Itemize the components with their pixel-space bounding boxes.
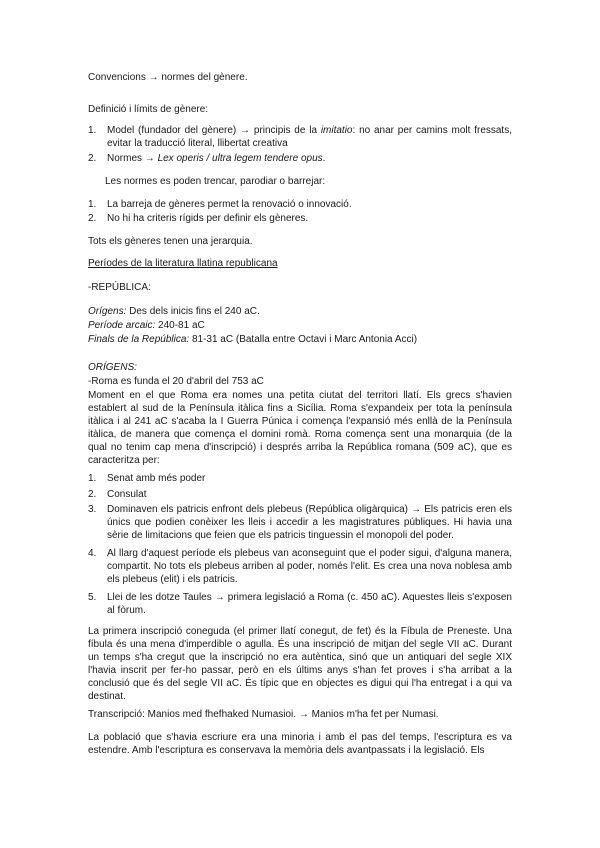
period-late-republic: Finals de la República: 81-31 aC (Batalla entre Octavi i Marc Antonia Acci) [88,334,418,345]
list-number: 1. [88,125,97,136]
list-item: 2. No hi ha criteris rígids per definir els gèneres. [88,213,309,224]
rome-founding-line: -Roma es funda el 20 d'abril del 753 aC [88,376,264,387]
paragraph-conventions: Convencions → normes del gènere. [88,72,248,83]
list-number: 1. [88,473,97,484]
list-number: 2. [88,153,97,164]
list-number: 2. [88,213,97,224]
list-item: 3. Dominaven els patricis enfront dels plebeus (República oligàrquica) → Els patricis eren els únics que podien conèixer les lleis i accedir a les magistratures públiques. Hi havia una sèrie de limitacions que feien que els patricis tinguessin el monopoli del poder. [88,504,512,541]
origins-subheading: ORÍGENS: [88,362,137,373]
list-item: 1. Model (fundador del gènere) → principis de la imitatio: no anar per camins molt fressats, evitar la traducció literal, llibertat creativa [88,125,512,149]
period-archaic: Període arcaic: 240-81 aC [88,320,205,331]
paragraph-definition: Definició i límits de gènere: [88,104,209,115]
paragraph-transcription: Transcripció: Manios med fhefhaked Numasioi. → Manios m'ha fet per Numasi. [88,709,439,720]
paragraph-norms: Les normes es poden trencar, parodiar o barrejar: [105,176,326,187]
list-number: 2. [88,489,97,500]
list-item: 2. Consulat [88,489,147,500]
list-item: 2. Normes → Lex operis / ultra legem tendere opus. [88,153,326,164]
list-item: 4. Al llarg d'aquest període els plebeus van aconseguint que el poder sigui, d'alguna manera, compartit. No tots els plebeus arriben al poder, només l'elit. Es crea una nova noblesa amb els plebeus (elit) i els patricis. [88,548,512,585]
paragraph-rome: Moment en el que Roma era nomes una petita ciutat del territori llatí. Els grecs s'havien establert al sud de la Península itàlica fins a Sicília. Roma s'expandeix per tota la península itàlica i al 241 aC s'acaba la I Guerra Púnica i comença l'expansió més enllà de la Península itàlica, de manera que comença el domini romà. Roma comença sent una monarquia (de la qual no tenim cap mena d'inscripció) i després arriba la República romana (509 aC), que es caracteritza per: [88,390,512,466]
list-number: 5. [88,592,97,603]
paragraph-hierarchy: Tots els gèneres tenen una jerarquia. [88,236,253,247]
list-number: 3. [88,504,97,515]
list-item: 5. Llei de les dotze Taules → primera legislació a Roma (c. 450 aC). Aquestes lleis s'exposen al fòrum. [88,592,512,616]
paragraph-fibula: La primera inscripció coneguda (el primer llatí conegut, de fet) és la Fíbula de Preneste. Una fíbula és una mena d'imperdible o agulla. És una inscripció de mitjan del segle VII aC. Durant un temps s'ha cregut que la inscripció no era autèntica, sinó que un antiquari del segle XIX l'havia inscrit per fer-ho passar, però en els últims anys s'han fet proves i s'ha arribat a la conclusió que és del segle VII aC. És típic que en objectes es digui qui l'ha entregat i a qui va destinat. [88,626,512,702]
list-item: 1. Senat amb més poder [88,473,206,484]
list-number: 1. [88,199,97,210]
section-heading: Períodes de la literatura llatina republicana [88,258,278,269]
period-origins: Orígens: Des dels inicis fins el 240 aC. [88,306,260,317]
list-item: 1. La barreja de gèneres permet la renovació o innovació. [88,199,352,210]
paragraph-writing: La població que s'havia escriure era una minoria i amb el pas del temps, l'escriptura es va estendre. Amb l'escriptura es conservava la memòria dels avantpassats i la legislació. Els [88,732,512,756]
list-number: 4. [88,548,97,559]
republic-label: -REPÚBLICA: [88,282,151,293]
